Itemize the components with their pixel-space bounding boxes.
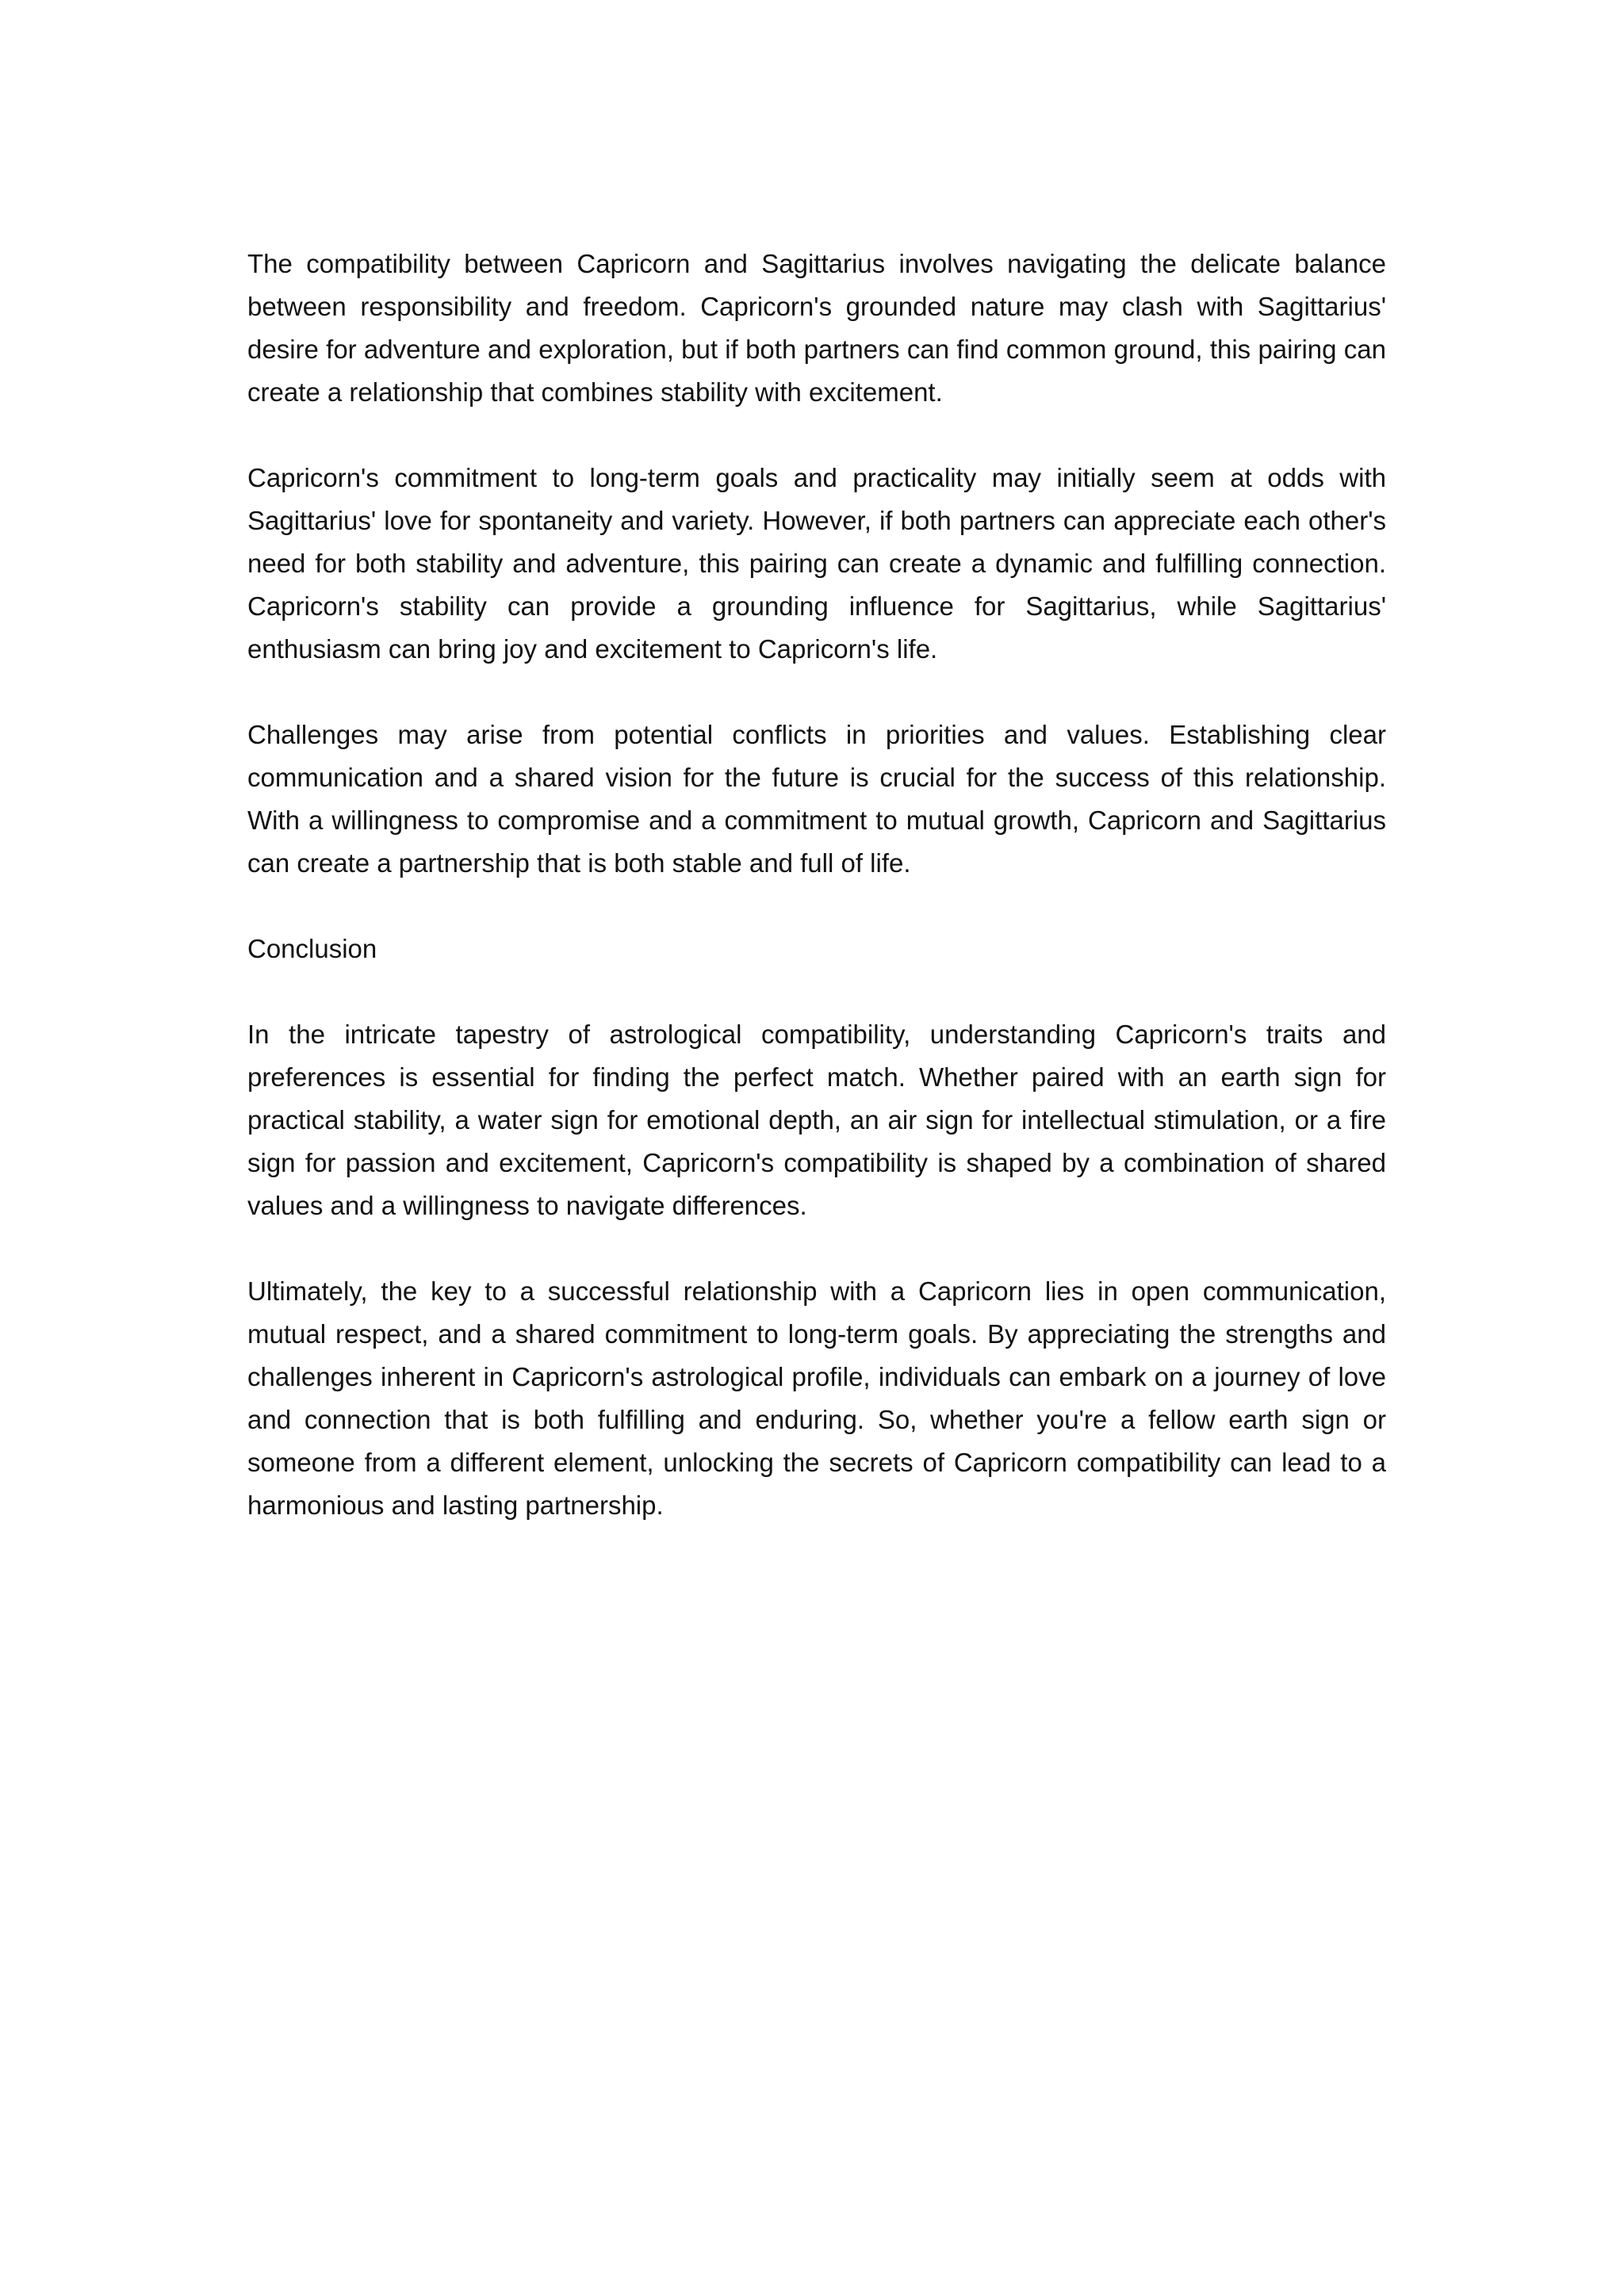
paragraph-capricorn-sagittarius-intro: The compatibility between Capricorn and Sagittarius involves navigating the delicate balance between responsibility and freedom. Capricorn's grounded nature may clash with Sagittarius' desire for adventure and exploration, but if both partners can find common ground, this pairing can create a relationship that combines stability with excitement.: [247, 249, 1386, 407]
paragraph-challenges: Challenges may arise from potential conflicts in priorities and values. Establishing clear communication and a shared vision for the future is crucial for the success of this relationship. With a willingness to compromise and a commitment to mutual growth, Capricorn and Sagittarius can create a partnership that is both stable and full of life.: [247, 720, 1386, 878]
paragraph-capricorn-sagittarius-dynamics: Capricorn's commitment to long-term goals and practicality may initially seem at odds with Sagittarius' love for spontaneity and variety. However, if both partners can appreciate each other's need for both stability and adventure, this pairing can create a dynamic and fulfilling connection. Capricorn's stability can provide a grounding influence for Sagittarius, while Sagittarius' enthusiasm can bring joy and excitement to Capricorn's life.: [247, 463, 1386, 664]
paragraph-conclusion-summary: In the intricate tapestry of astrological compatibility, understanding Capricorn's traits and preferences is essential for finding the perfect match. Whether paired with an earth sign for practical stability, a water sign for emotional depth, an air sign for intellectual stimulation, or a fire sign for passion and excitement, Capricorn's compatibility is shaped by a combination of shared values and a willingness to navigate differences.: [247, 1020, 1386, 1220]
section-heading-conclusion: Conclusion: [247, 934, 377, 963]
document-body: [247, 243, 1386, 1570]
paragraph-conclusion-final: Ultimately, the key to a successful relationship with a Capricorn lies in open communication, mutual respect, and a shared commitment to long-term goals. By appreciating the strengths and challenges inherent in Capricorn's astrological profile, individuals can embark on a journey of love and connection that is both fulfilling and enduring. So, whether you're a fellow earth sign or someone from a different element, unlocking the secrets of Capricorn compatibility can lead to a harmonious and lasting partnership.: [247, 1276, 1386, 1520]
